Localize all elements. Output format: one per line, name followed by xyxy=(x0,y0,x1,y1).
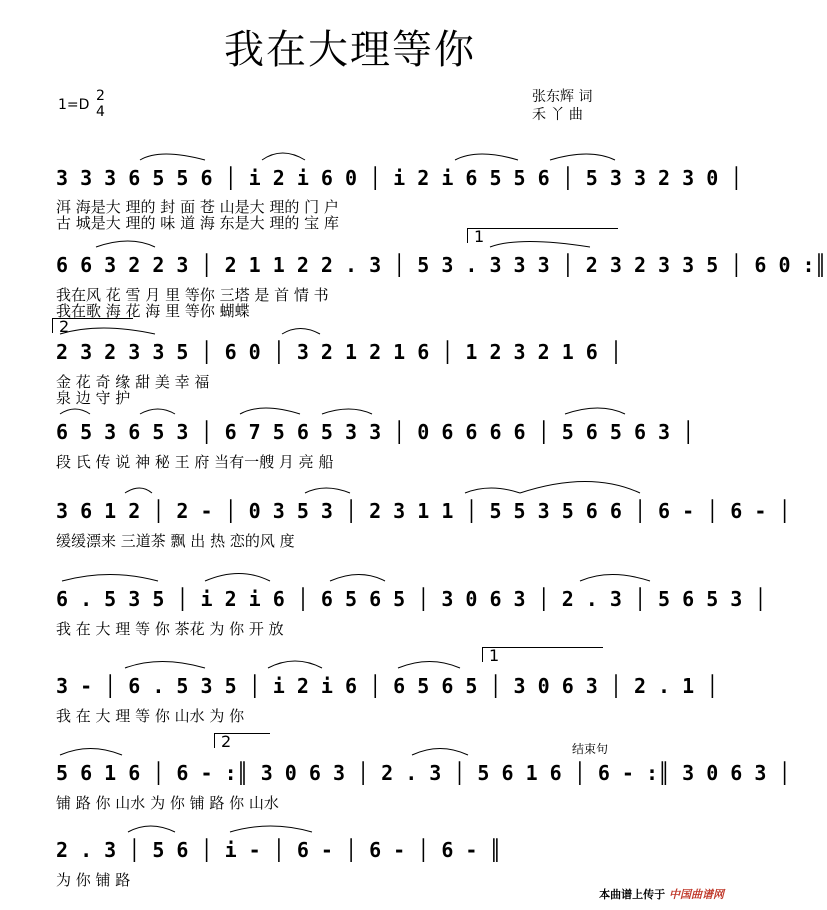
slur xyxy=(60,749,122,756)
lyrics-row-5a: 缓缓漂来 三道茶 飘 出 热 恋的风 度 xyxy=(56,532,295,550)
volta-2: 2 xyxy=(52,318,133,333)
notes-row-5: 3 6 1 2 │ 2 - │ 0 3 5 3 │ 2 3 1 1 │ 5 5 3 5 6 6 │ 6 - │ 6 - │ xyxy=(56,499,791,523)
slur xyxy=(305,488,350,493)
slur xyxy=(580,575,650,582)
slur xyxy=(128,826,175,832)
lyrics-row-7a: 我 在 大 理 等 你 山水 为 你 xyxy=(56,707,245,725)
slur xyxy=(140,409,175,414)
slur xyxy=(262,153,305,160)
slur xyxy=(550,154,615,160)
notes-row-9: 2 . 3 │ 5 6 │ i - │ 6 - │ 6 - │ 6 - ║ xyxy=(56,838,502,862)
slur xyxy=(230,826,312,832)
footer-text: 本曲谱上传于 xyxy=(599,888,666,901)
notes-row-7: 3 - │ 6 . 5 3 5 │ i 2 i 6 │ 6 5 6 5 │ 3 0 6 3 │ 2 . 1 │ xyxy=(56,674,719,698)
slur xyxy=(565,408,625,414)
slur xyxy=(398,662,460,669)
slur xyxy=(412,749,468,756)
slur xyxy=(322,409,372,414)
lyrics-row-9a: 为 你 铺 路 xyxy=(56,871,131,889)
composer-credit: 禾 丫 曲 xyxy=(532,107,583,123)
lyricist-credit: 张东辉 词 xyxy=(532,89,593,105)
slur xyxy=(455,154,518,160)
slur xyxy=(125,662,205,669)
lyrics-row-1a: 洱 海是大 理的 封 面 苍 山是大 理的 门 户 xyxy=(56,198,339,216)
notes-row-8: 5 6 1 6 │ 6 - :║ 3 0 6 3 │ 2 . 3 │ 5 6 1 6 │ 6 - :║ 3 0 6 3 │ xyxy=(56,761,791,785)
coda-label: 结束句 xyxy=(572,742,609,756)
footer-credit xyxy=(599,886,724,902)
song-title: 我在大理等你 xyxy=(224,27,476,73)
lyrics-row-1b: 古 城是大 理的 味 道 海 东是大 理的 宝 库 xyxy=(56,214,339,232)
slur xyxy=(240,408,300,414)
lyrics-row-3b: 泉 边 守 护 xyxy=(56,389,131,407)
volta-4: 2 xyxy=(214,733,270,748)
volta-3: 1 xyxy=(482,647,603,662)
lyrics-row-8a: 铺 路 你 山水 为 你 铺 路 你 山水 xyxy=(56,794,279,812)
notes-row-2: 6 6 3 2 2 3 │ 2 1 1 2 2 . 3 │ 5 3 . 3 3 3 │ 2 3 2 3 3 5 │ 6 0 :║ xyxy=(56,253,827,277)
volta-1: 1 xyxy=(467,228,618,243)
notes-row-4: 6 5 3 6 5 3 │ 6 7 5 6 5 3 3 │ 0 6 6 6 6 │ 5 6 5 6 3 │ xyxy=(56,420,695,444)
site-logo[interactable]: 中国曲谱网 xyxy=(669,888,724,901)
time-sig-bottom: 4 xyxy=(96,104,105,120)
time-signature xyxy=(96,88,105,120)
lyrics-row-2a: 我在风 花 雪 月 里 等你 三塔 是 首 情 书 xyxy=(56,286,329,304)
slur xyxy=(330,575,385,582)
slur xyxy=(62,575,158,582)
time-sig-top: 2 xyxy=(96,88,105,104)
notes-row-1: 3 3 3 6 5 5 6 │ i 2 i 6 0 │ i 2 i 6 5 5 6 │ 5 3 3 2 3 0 │ xyxy=(56,166,743,190)
lyrics-row-2b: 我在歌 海 花 海 里 等你 蝴蝶 xyxy=(56,302,250,320)
slur xyxy=(205,574,270,582)
key-signature: 1=D xyxy=(58,97,90,113)
notes-row-3: 2 3 2 3 3 5 │ 6 0 │ 3 2 1 2 1 6 │ 1 2 3 2 1 6 │ xyxy=(56,340,622,364)
lyrics-row-6a: 我 在 大 理 等 你 茶花 为 你 开 放 xyxy=(56,620,284,638)
lyrics-row-3a: 金 花 奇 缘 甜 美 幸 福 xyxy=(56,373,210,391)
slur xyxy=(60,409,90,414)
slur xyxy=(125,488,152,493)
notes-row-6: 6 . 5 3 5 │ i 2 i 6 │ 6 5 6 5 │ 3 0 6 3 │ 2 . 3 │ 5 6 5 3 │ xyxy=(56,587,767,611)
slur xyxy=(465,488,520,493)
slur xyxy=(282,329,320,335)
slur xyxy=(140,154,205,160)
slur xyxy=(268,661,322,668)
slur xyxy=(520,482,640,494)
slur xyxy=(96,241,155,247)
lyrics-row-4a: 段 氏 传 说 神 秘 王 府 当有一艘 月 亮 船 xyxy=(56,453,334,471)
